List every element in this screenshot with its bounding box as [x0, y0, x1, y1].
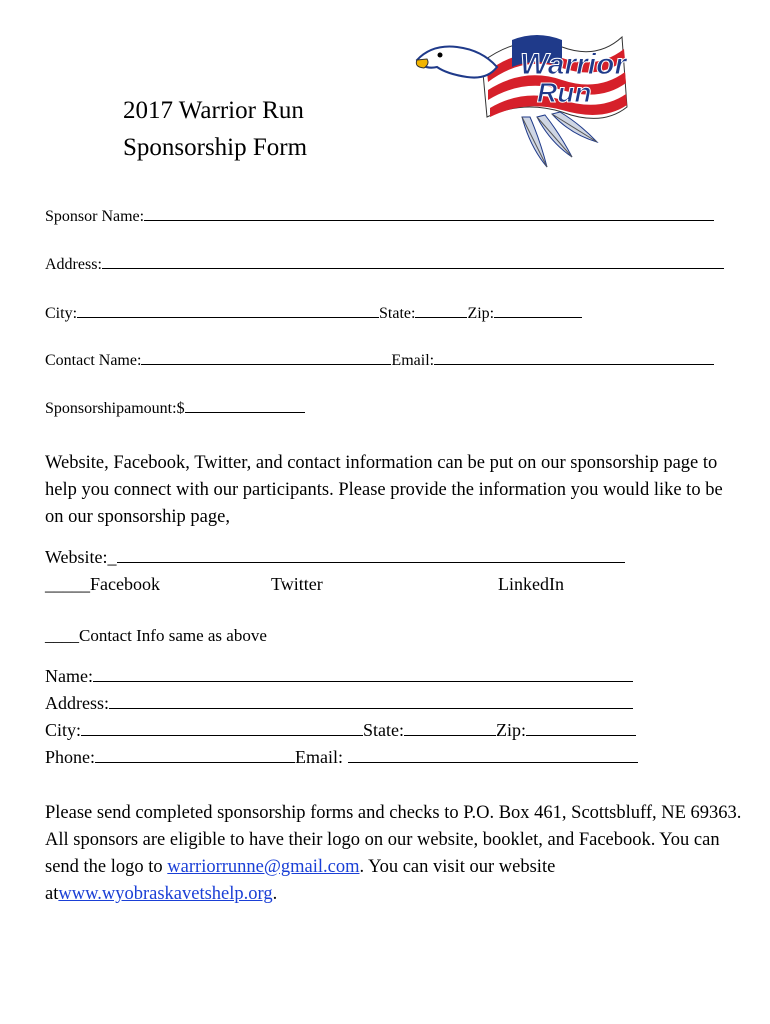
contact-address-label: Address: [45, 693, 109, 713]
website-prefix: _ [107, 547, 117, 567]
closing-paragraph [45, 800, 745, 908]
website-row [45, 546, 625, 568]
closing-text-3: . [272, 884, 278, 904]
phone-label: Phone: [45, 747, 96, 767]
linkedin-label: LinkedIn [498, 574, 564, 594]
email-label: Email: [391, 352, 435, 369]
website-label: Website: [45, 547, 108, 567]
contact-name-label: Contact Name: [45, 352, 142, 369]
social-checkbox-row [45, 573, 160, 595]
contact-email-field[interactable] [348, 746, 638, 763]
website-link[interactable]: www.wyobraskavetshelp.org [58, 884, 273, 904]
contact-state-label: State: [363, 720, 405, 740]
sponsorship-amount-label: Sponsorshipamount:$ [45, 400, 185, 417]
website-field[interactable] [117, 546, 625, 563]
contact-city-row [45, 719, 636, 741]
facebook-blank[interactable]: _____ [45, 574, 90, 594]
name-field[interactable] [93, 665, 633, 682]
contact-same-row [45, 626, 267, 646]
closing-text-2: . You can visit our website at [45, 857, 556, 904]
phone-field[interactable] [95, 746, 295, 763]
contact-name-field[interactable] [141, 350, 391, 365]
page-title-line1: 2017 Warrior Run [123, 97, 304, 124]
contact-zip-label: Zip: [496, 720, 527, 740]
sponsor-name-row [45, 206, 714, 227]
page-title-line2: Sponsorship Form [123, 134, 308, 161]
contact-address-field[interactable] [109, 692, 633, 709]
contact-city-label: City: [45, 720, 82, 740]
contact-zip-field[interactable] [526, 719, 636, 736]
address-label: Address: [45, 256, 102, 273]
contact-email-row [45, 350, 714, 371]
name-label: Name: [45, 666, 93, 686]
contact-same-label: Contact Info same as above [79, 626, 267, 645]
contact-name-row [45, 665, 633, 687]
contact-phone-row [45, 746, 638, 768]
zip-label: Zip: [467, 305, 495, 322]
city-label: City: [45, 305, 78, 322]
logo-word-warrior: Warrior [520, 48, 627, 81]
city-state-zip-row [45, 303, 582, 324]
twitter-label: Twitter [271, 574, 323, 594]
sponsor-name-field[interactable] [144, 206, 714, 221]
city-field[interactable] [77, 303, 379, 318]
state-label: State: [379, 305, 416, 322]
contact-same-blank[interactable]: ____ [45, 626, 79, 645]
email-field[interactable] [434, 350, 714, 365]
intro-paragraph: Website, Facebook, Twitter, and contact information can be put on our sponsorship page to help you connect with our participants. Please provide the information you would like to be on our sponsorship page, [45, 453, 723, 527]
contact-state-field[interactable] [404, 719, 496, 736]
address-field[interactable] [102, 254, 724, 269]
facebook-label: Facebook [90, 574, 160, 594]
state-field[interactable] [415, 303, 467, 318]
sponsorship-amount-row [45, 398, 305, 419]
address-row [45, 254, 724, 275]
contact-address-row [45, 692, 633, 714]
sponsorship-amount-field[interactable] [185, 398, 305, 413]
sponsor-name-label: Sponsor Name: [45, 208, 145, 225]
email-link[interactable]: warriorrunne@gmail.com [167, 857, 360, 877]
contact-email-label: Email: [295, 747, 348, 767]
contact-city-field[interactable] [81, 719, 363, 736]
logo-word-run: Run [537, 77, 592, 108]
eagle-flag-logo-icon [412, 22, 634, 172]
zip-field[interactable] [494, 303, 582, 318]
closing-text-1: Please send completed sponsorship forms and checks to P.O. Box 461, Scottsbluff, NE 69363. All sponsors are eligible to have their logo on our website, booklet, and Facebook. You can send the logo to [45, 803, 742, 877]
